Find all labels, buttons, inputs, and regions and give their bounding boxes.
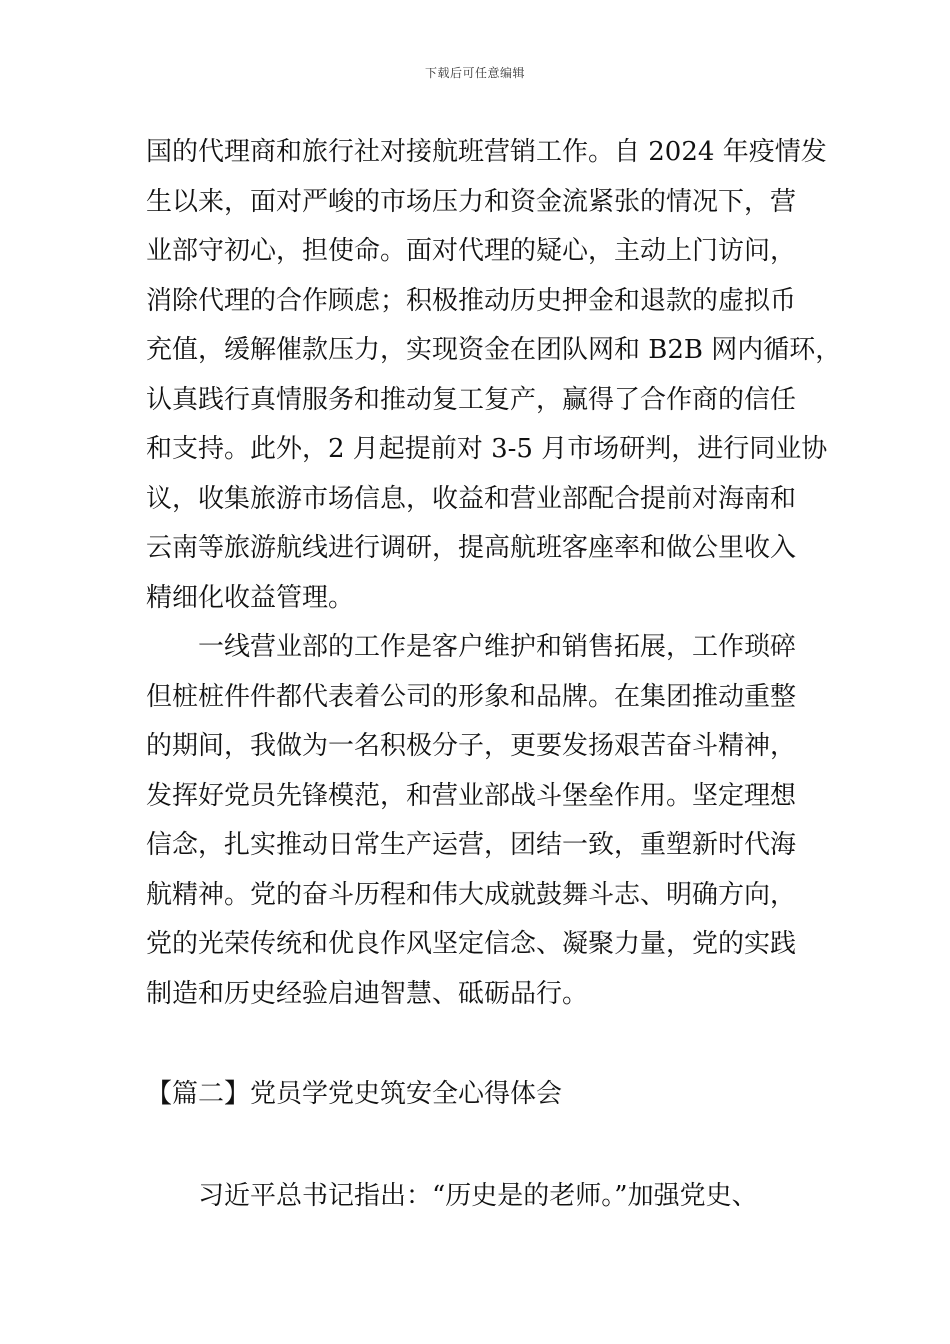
paragraph-line: 信念，扎实推动日常生产运营，团结一致，重塑新时代海 [146, 830, 797, 860]
paragraph-line: 议，收集旅游市场信息，收益和营业部配合提前对海南和 [146, 483, 797, 514]
paragraph-line: 云南等旅游航线进行调研，提高航班客座率和做公里收入 [146, 533, 797, 563]
paragraph-line: 和支持。此外，2 月起提前对 3-5 月市场研判，进行同业协 [146, 434, 828, 464]
paragraph-line: 消除代理的合作顾虑；积极推动历史押金和退款的虚拟币 [146, 285, 797, 316]
paragraph-line: 国的代理商和旅行社对接航班营销工作。自 2024 年疫情发 [146, 137, 827, 167]
page-header: 下载后可任意编辑 [424, 66, 525, 80]
paragraph-line: 生以来，面对严峻的市场压力和资金流紧张的情况下，营 [146, 186, 797, 217]
paragraph-line: 充值，缓解催款压力，实现资金在团队网和 B2B 网内循环， [146, 335, 842, 365]
paragraph-line: 制造和历史经验启迪智慧、砥砺品行。 [146, 978, 589, 1009]
paragraph-line: 发挥好党员先锋模范，和营业部战斗堡垒作用。坚定理想 [146, 780, 797, 811]
paragraph-line: 但桩桩件件都代表着公司的形象和品牌。在集团推动重整 [146, 681, 797, 712]
paragraph-line: 航精神。党的奋斗历程和伟大成就鼓舞斗志、明确方向， [146, 879, 797, 910]
paragraph-line: 认真践行真情服务和推动复工复产，赢得了合作商的信任 [146, 384, 797, 415]
section-heading: 【篇二】党员学党史筑安全心得体会 [146, 1079, 563, 1109]
paragraph-line: 党的光荣传统和优良作风坚定信念、凝聚力量，党的实践 [146, 929, 797, 959]
paragraph-line: 的期间，我做为一名积极分子，更要发扬艰苦奋斗精神， [146, 731, 797, 761]
paragraph-line: 习近平总书记指出：“历史是的老师。”加强党史、 [198, 1181, 758, 1211]
paragraph-line: 精细化收益管理。 [146, 582, 355, 613]
paragraph-line: 一线营业部的工作是客户维护和销售拓展，工作琐碎 [198, 632, 797, 662]
document-body [146, 128, 842, 1019]
paragraph-line: 业部守初心，担使命。面对代理的疑心，主动上门访问， [146, 236, 797, 266]
